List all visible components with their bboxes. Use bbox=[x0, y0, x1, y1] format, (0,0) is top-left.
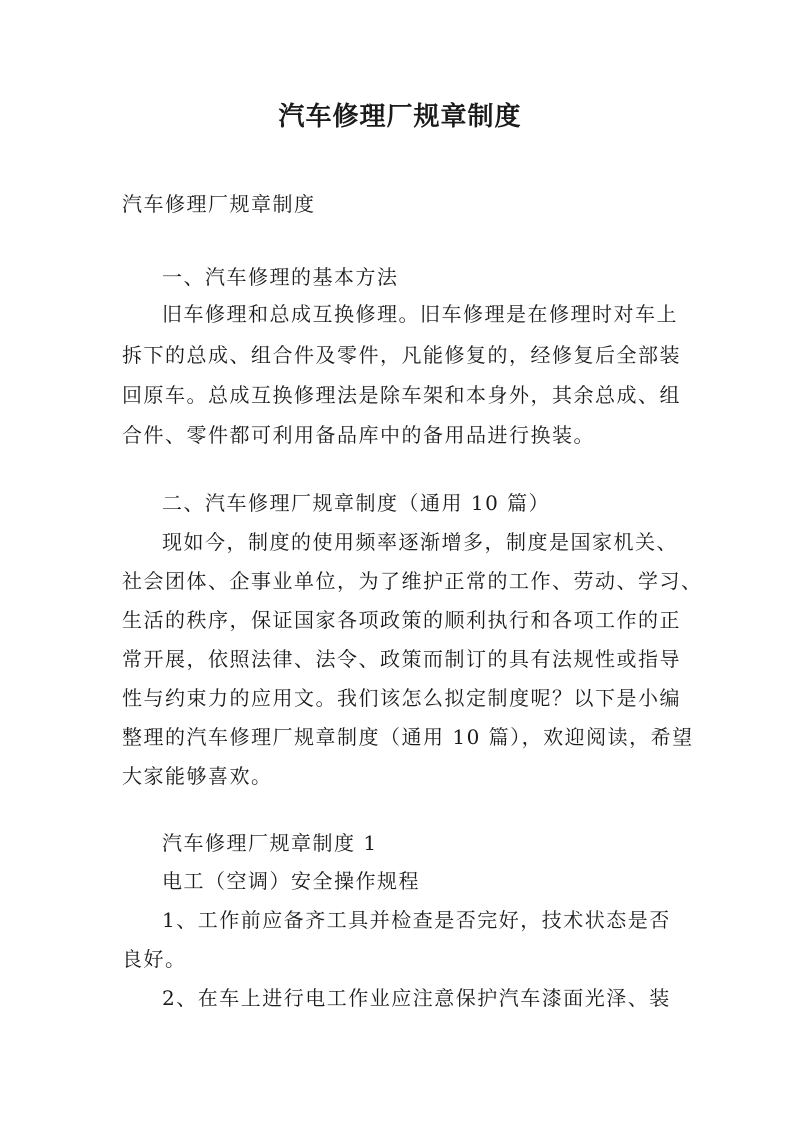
paragraph-line: 生活的秩序，保证国家各项政策的顺利执行和各项工作的正 bbox=[122, 608, 681, 632]
paragraph-line: 旧车修理和总成互换修理。旧车修理是在修理时对车上 bbox=[162, 302, 678, 326]
paragraph-line: 良好。 bbox=[122, 947, 187, 971]
paragraph-line: 性与约束力的应用文。我们该怎么拟定制度呢？以下是小编 bbox=[122, 686, 681, 710]
paragraph-line: 社会团体、企事业单位，为了维护正常的工作、劳动、学习、 bbox=[122, 569, 703, 593]
paragraph-line: 整理的汽车修理厂规章制度（通用 10 篇），欢迎阅读，希望 bbox=[122, 725, 694, 749]
section-heading-regulations: 二、汽车修理厂规章制度（通用 10 篇） bbox=[162, 491, 551, 515]
paragraph-line: 常开展，依照法律、法令、政策而制订的具有法规性或指导 bbox=[122, 647, 681, 671]
section-subheading-electrician-rules: 电工（空调）安全操作规程 bbox=[162, 869, 420, 893]
section-heading-basic-methods: 一、汽车修理的基本方法 bbox=[162, 265, 399, 289]
paragraph-line: 现如今，制度的使用频率逐渐增多，制度是国家机关、 bbox=[162, 530, 678, 554]
paragraph-line: 大家能够喜欢。 bbox=[122, 764, 273, 788]
paragraph-line: 2、在车上进行电工作业应注意保护汽车漆面光泽、装 bbox=[162, 986, 671, 1010]
document-title: 汽车修理厂规章制度 bbox=[278, 102, 522, 132]
paragraph-line: 回原车。总成互换修理法是除车架和本身外，其余总成、组 bbox=[122, 383, 681, 407]
document-subtitle: 汽车修理厂规章制度 bbox=[122, 192, 316, 216]
paragraph-line: 1、工作前应备齐工具并检查是否完好，技术状态是否 bbox=[162, 908, 671, 932]
paragraph-line: 合件、零件都可利用备品库中的备用品进行换装。 bbox=[122, 423, 595, 447]
section-heading-regulation-1: 汽车修理厂规章制度 1 bbox=[162, 831, 378, 855]
paragraph-line: 拆下的总成、组合件及零件，凡能修复的，经修复后全部装 bbox=[122, 343, 681, 367]
